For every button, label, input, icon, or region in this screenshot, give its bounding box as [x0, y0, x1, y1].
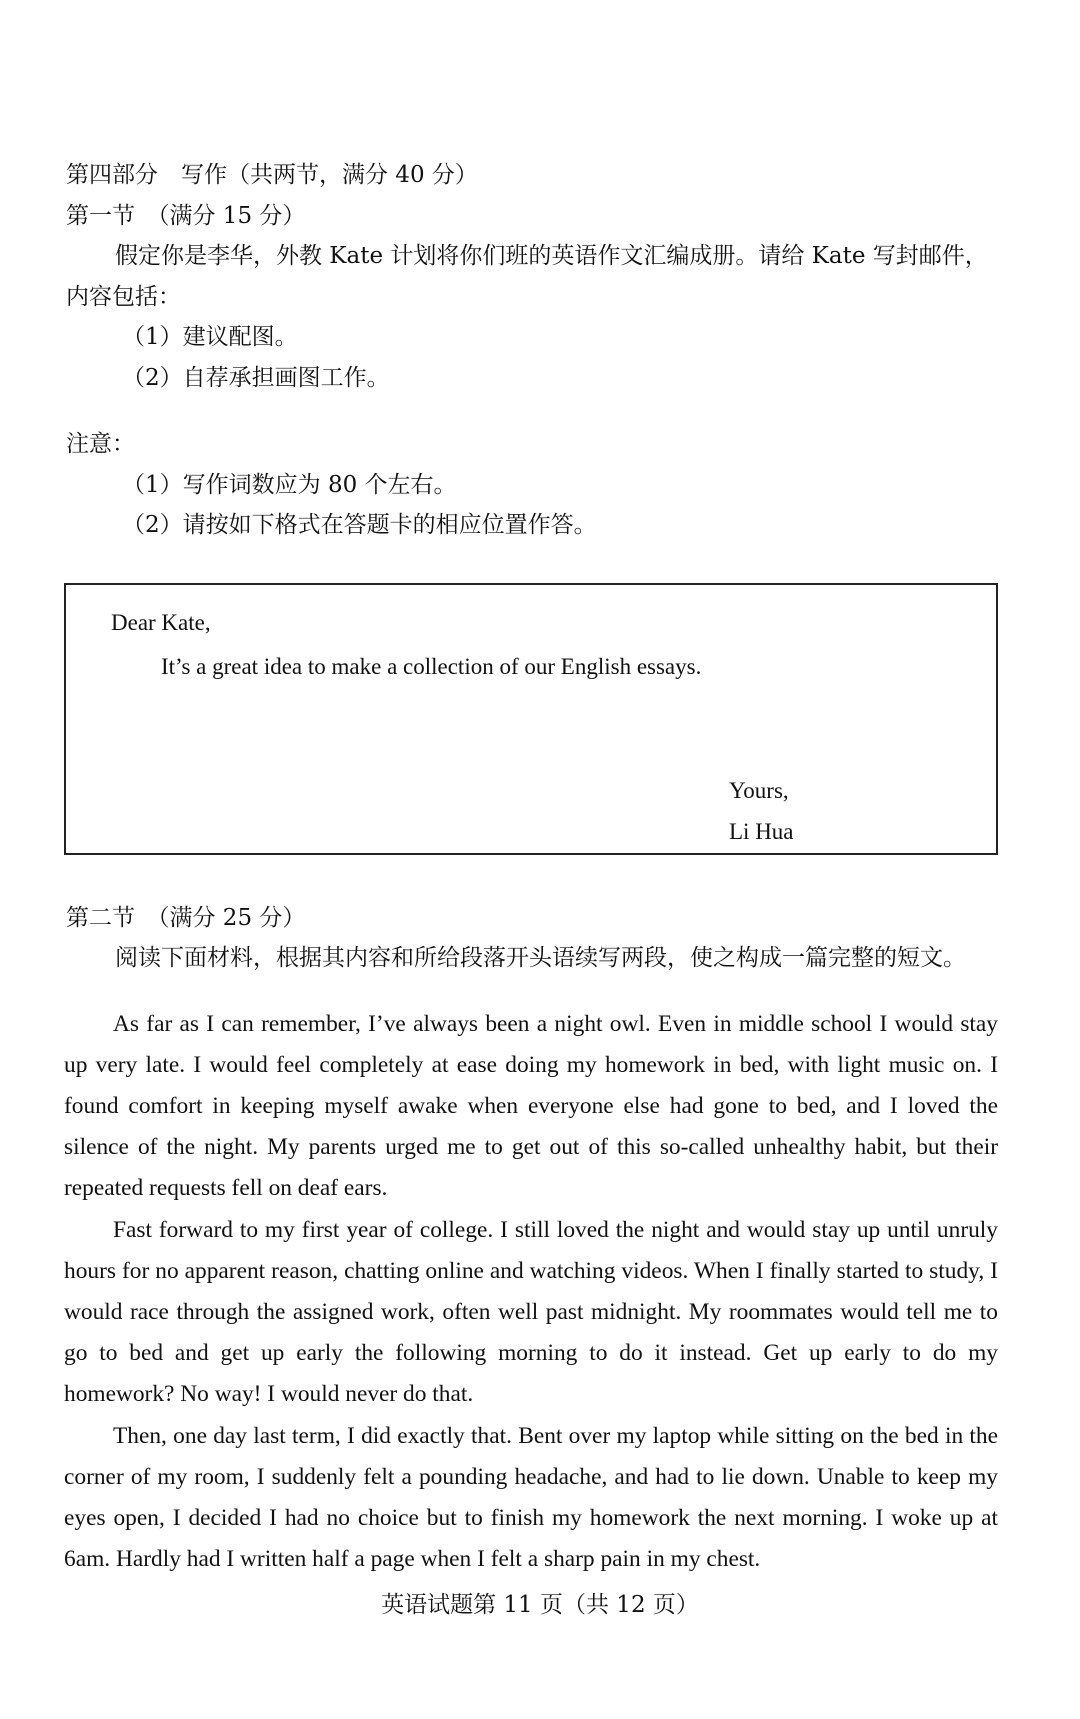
passage-paragraph-1: As far as I can remember, I’ve always been a night owl. Even in middle school I would stay up very late. I would feel completely at ease doing my homework in bed, with light music on. I found comfort in keeping myself awake when everyone else had gone to bed, and I loved the silence of the night. My parents urged me to get out of this so-called unhealthy habit, but their repeated requests fell on deaf ears.: [64, 1011, 998, 1201]
section1-prompt-line1: 假定你是李华，外教 Kate 计划将你们班的英语作文汇编成册。请给 Kate 写封邮件，: [115, 243, 988, 269]
content-item-1: （1）建议配图。: [122, 324, 298, 350]
passage-paragraph-2: Fast forward to my first year of college. I still loved the night and would stay up until unruly hours for no apparent reason, chatting online and watching videos. When I finally started to study, I would race through the assigned work, often well past midnight. My roommates would tell me to go to bed and get up early the following morning to do it instead. Get up early to do my homework? No way! I would never do that.: [64, 1217, 998, 1407]
note-item-1: （1）写作词数应为 80 个左右。: [122, 472, 457, 498]
letter-closing: Yours,: [729, 778, 789, 803]
section1-prompt-line2: 内容包括：: [66, 284, 181, 310]
section2-instruction: 阅读下面材料，根据其内容和所给段落开头语续写两段，使之构成一篇完整的短文。: [115, 945, 966, 971]
part-heading: 第四部分 写作（共两节，满分 40 分）: [66, 162, 478, 188]
letter-salutation: Dear Kate,: [111, 610, 211, 635]
section1-heading: 第一节 （满分 15 分）: [66, 203, 306, 229]
letter-opening: It’s a great idea to make a collection of our English essays.: [161, 654, 702, 679]
note-label: 注意：: [66, 431, 135, 457]
content-item-2: （2）自荐承担画图工作。: [122, 365, 390, 391]
passage-paragraph-3: Then, one day last term, I did exactly that. Bent over my laptop while sitting on the bed in the corner of my room, I suddenly felt a pounding headache, and had to lie down. Unable to keep my eyes open, I decided I had no choice but to finish my homework the next morning. I woke up at 6am. Hardly had I written half a page when I felt a sharp pain in my chest.: [64, 1423, 998, 1572]
note-item-2: （2）请按如下格式在答题卡的相应位置作答。: [122, 512, 597, 538]
page-footer: 英语试题第 11 页（共 12 页）: [381, 1592, 699, 1618]
answer-format-box: [64, 583, 998, 855]
letter-signature: Li Hua: [729, 819, 794, 844]
section2-heading: 第二节 （满分 25 分）: [66, 905, 306, 931]
